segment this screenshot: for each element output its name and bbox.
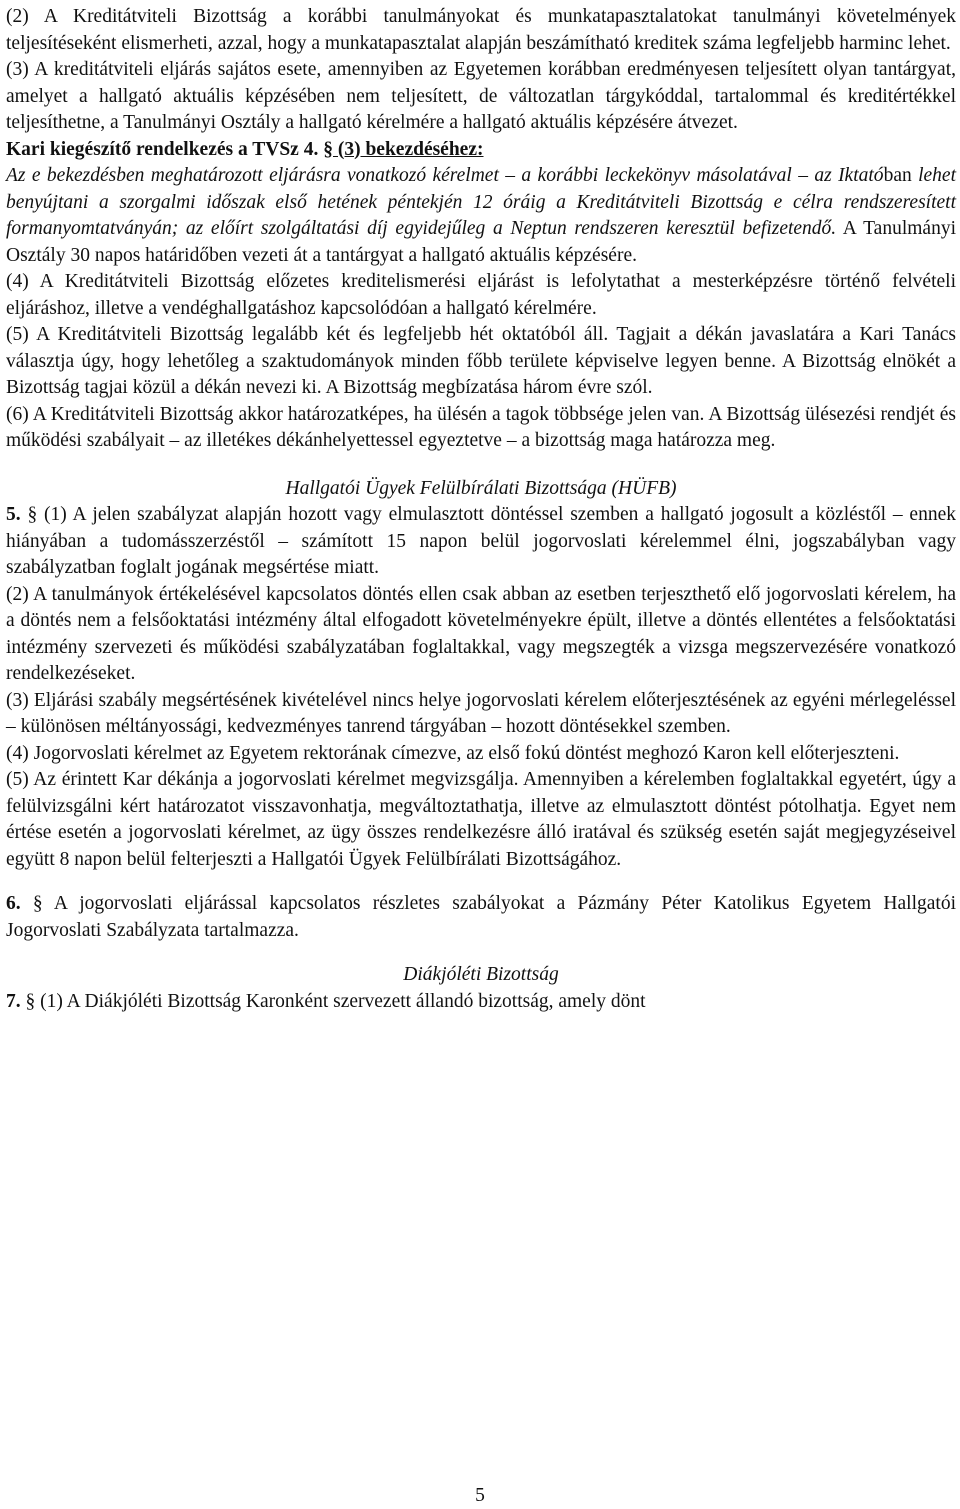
spacer [6, 944, 956, 962]
paragraph-6: (6) A Kreditátviteli Bizottság akkor határozatképes, ha ülésén a tagok többsége jelen van. A Bizottság ülésezési rendjét és működési szabályait – az illetékes dékánhelyettessel egyeztetve – a bizottság maga határozza meg. [6, 403, 956, 451]
supplement-italic-part-1: Az e bekezdésben meghatározott eljárásra vonatkozó kérelmet – a korábbi leckekönyv másolatával – az Iktató [6, 165, 884, 186]
section-5-paragraph-3: (3) Eljárási szabály megsértésének kivételével nincs helye jogorvoslati kérelem előterjesztésének az egyéni mérlegeléssel – különösen méltányossági, kedvezményes tanrend tárgyában – hozott döntésekkel szemben. [6, 689, 956, 737]
paragraph-4: (4) A Kreditátviteli Bizottság előzetes kreditelismerési eljárást is lefolytathat a mesterképzésre történő felvételi eljáráshoz, illetve a vendéghallgatáshoz kapcsolódóan a hallgató kérelmére. [6, 271, 956, 319]
page-number: 5 [475, 1485, 485, 1506]
section-6-number: 6. [6, 893, 21, 914]
supplement-italic-part-2: lehet benyújtani a szorgalmi időszak első hetének péntekjén 12 óráig a Kreditátviteli Bizottság e célra rendszeresített formanyomtatványán; az előírt szolgáltatási díj egyidejűleg a Neptun rendszeren keresztül befizetendő. [6, 165, 957, 239]
faculty-supplement-heading [6, 137, 956, 164]
document-page [6, 4, 956, 1015]
section-5-text: § (1) A jelen szabályzat alapján hozott vagy elmulasztott döntéssel szemben a hallgató jogosult a közléstől – ennek hiányában a tudomásszerzéstől – számított 15 napon belül jogorvoslati kérelemmel élni, jogszabályban vagy szabályzatban foglalt jogának megsértése miatt. [6, 504, 956, 578]
paragraph-3: (3) A kreditátviteli eljárás sajátos esete, amennyiben az Egyetemen korábban eredményesen teljesített olyan tantárgyat, amelyet a hallgató aktuális képzésében nem teljesített, de változatlan tárgykóddal, tartalommal és kreditértékkel teljesíthetne, a Tanulmányi Osztály a hallgató kérelmére a hallgató aktuális képzésére átvezet. [6, 59, 956, 133]
supplement-title: Kari kiegészítő rendelkezés a TVSz 4. [6, 138, 319, 160]
supplement-upright-ban: ban [883, 165, 912, 186]
section-5-paragraph-2: (2) A tanulmányok értékelésével kapcsolatos döntés ellen csak abban az esetben terjeszthető elő jogorvoslati kérelem, ha a döntés nem a felsőoktatási intézmény által elfogadott követelményekre épült, illetve a döntés ellentétes a felsőoktatási intézmény szervezeti és működési szabályzatában foglaltakkal, vagy megszegték a vizsga megszervezésére vonatkozó rendelkezéseket. [6, 583, 956, 684]
section-heading-diakjoleti: Diákjóléti Bizottság [403, 964, 559, 985]
supplement-section-ref: § (3) bekezdéséhez: [323, 138, 484, 160]
section-5-paragraph-4: (4) Jogorvoslati kérelmet az Egyetem rektorának címezve, az első fokú döntést meghozó Karon kell előterjeszteni. [6, 742, 900, 764]
paragraph-2: (2) A Kreditátviteli Bizottság a korábbi tanulmányokat és munkatapasztalatokat tanulmányi követelmények teljesítéseként elismerheti, azzal, hogy a munkatapasztalat alapján beszámítható kreditek száma legfeljebb harminc lehet. [6, 6, 956, 54]
section-5-number: 5. [6, 504, 21, 525]
section-5-paragraph-1 [6, 502, 956, 582]
supplement-upright-end: A Tanulmányi Osztály 30 napos határidőben vezeti át a tantárgyat a hallgató aktuális képzésére. [6, 218, 956, 266]
paragraph-5: (5) A Kreditátviteli Bizottság legalább két és legfeljebb hét oktatóból áll. Tagjait a dékán javaslatára a Kari Tanács választja úgy, hogy lehetőleg a szaktudományok minden főbb területe képviselve legyen benne. A Bizottság elnökét a Bizottság tagjai közül a dékán nevezi ki. A Bizottság megbízatása három évre szól. [6, 324, 956, 398]
section-7-paragraph [6, 989, 956, 1016]
section-7-text: § (1) A Diákjóléti Bizottság Karonként szervezett állandó bizottság, amely dönt [20, 990, 646, 1012]
faculty-supplement-text [6, 163, 956, 269]
section-6-paragraph [6, 891, 956, 944]
section-heading-hufb: Hallgatói Ügyek Felülbírálati Bizottsága (HÜFB) [285, 477, 677, 499]
spacer [6, 873, 956, 891]
spacer [6, 455, 956, 476]
section-5-paragraph-5: (5) Az érintett Kar dékánja a jogorvoslati kérelmet megvizsgálja. Amennyiben a kérelemben foglaltakkal egyetért, úgy a felülvizsgálni kért határozatot visszavonhatja, megváltoztathatja, illetve az elmulasztott döntést pótolhatja. Egyet nem értése esetén a jogorvoslati kérelmet, az ügy összes rendelkezésre álló iratával és szükség esetén saját megjegyzéseivel együtt 8 napon belül felterjeszti a Hallgatói Ügyek Felülbírálati Bizottságához. [6, 769, 956, 870]
section-7-number: 7. [6, 990, 21, 1012]
section-6-text: § A jogorvoslati eljárással kapcsolatos részletes szabályokat a Pázmány Péter Katolikus Egyetem Hallgatói Jogorvoslati Szabályzata tartalmazza. [6, 893, 956, 941]
